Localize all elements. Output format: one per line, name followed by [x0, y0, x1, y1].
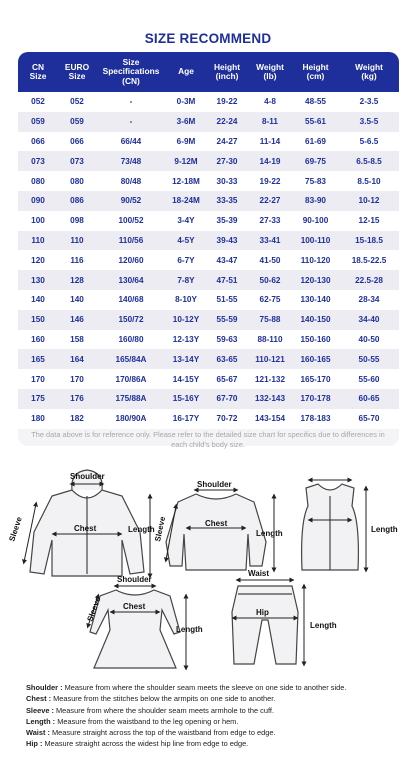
legend-description: Measure from where the shoulder seam meets the sleeve on one side to another side. — [62, 683, 347, 692]
table-cell: 51-55 — [216, 295, 238, 305]
table-cell: 180/90A — [115, 414, 147, 424]
table-cell: 4-8 — [264, 97, 276, 107]
header-line: Weight — [355, 61, 383, 72]
table-row — [18, 211, 399, 231]
table-cell: 160-165 — [300, 354, 331, 364]
legend-term: Chest : — [26, 694, 52, 704]
legend-description: Measure straight across the top of the waistband from edge to edge. — [49, 728, 276, 738]
legend-description: Measure from the waistband to the leg opening or hem. — [55, 716, 239, 726]
table-cell: - — [129, 117, 133, 127]
table-cell: 24-27 — [216, 136, 238, 146]
header-line: (kg) — [361, 71, 377, 81]
table-cell: 3-6M — [176, 117, 196, 127]
table-cell: 50-55 — [358, 354, 380, 364]
table-cell: 18-24M — [172, 196, 200, 206]
table-cell: 100-110 — [300, 235, 331, 245]
hoodie-sleeve-label: Sleeve — [7, 515, 24, 543]
pants-waist-label: Waist — [248, 569, 270, 578]
table-cell: 052 — [31, 97, 45, 107]
table-cell: 12-13Y — [172, 334, 200, 344]
table-cell: 48-55 — [305, 97, 326, 107]
table-cell: 178-183 — [300, 414, 331, 424]
table-cell: 70-72 — [216, 414, 238, 424]
table-cell: 132-143 — [254, 394, 286, 404]
measurement-legend — [26, 682, 406, 750]
table-cell: 170 — [31, 374, 45, 384]
header-line: (inch) — [215, 71, 239, 81]
legend-item — [26, 693, 406, 704]
sweatshirt-length-label: Length — [256, 529, 283, 538]
table-cell: 100 — [31, 216, 45, 226]
table-cell: 41-50 — [259, 255, 281, 265]
table-cell: 066 — [70, 136, 84, 146]
table-cell: 8-10Y — [175, 295, 197, 305]
vest-icon — [302, 484, 359, 570]
table-cell: 130-140 — [300, 295, 331, 305]
table-cell: 176 — [70, 394, 84, 404]
header-line: (cm) — [306, 71, 325, 81]
header-line: Weight — [256, 61, 284, 72]
table-cell: 165/84A — [115, 354, 147, 364]
table-cell: 110 — [31, 235, 45, 245]
pants-length-label: Length — [310, 621, 337, 630]
table-cell: 140-150 — [300, 315, 331, 325]
table-cell: 90-100 — [302, 216, 329, 226]
legend-term: Sleeve : — [26, 705, 54, 715]
table-cell: 9-12M — [174, 156, 198, 166]
table-body — [18, 92, 399, 429]
table-cell: 146 — [70, 315, 84, 325]
header-line: Size — [68, 71, 86, 81]
table-cell: 27-30 — [216, 156, 238, 166]
table-cell: 88-110 — [257, 334, 283, 344]
table-cell: 164 — [70, 354, 84, 364]
header-cell — [248, 52, 292, 92]
table-cell: 090 — [31, 196, 45, 206]
table-cell: 69-75 — [305, 156, 326, 166]
table-cell: 39-43 — [216, 235, 238, 245]
table-cell: 180 — [31, 414, 45, 424]
header-cell — [96, 52, 166, 92]
dress-chest-label: Chest — [123, 602, 146, 611]
table-cell: 086 — [70, 196, 84, 206]
legend-item — [26, 738, 406, 749]
table-cell: 18.5-22.5 — [351, 255, 387, 265]
dress-shoulder-label: Shoulder — [117, 575, 152, 584]
table-cell: 50-62 — [259, 275, 281, 285]
header-line: Height — [213, 61, 241, 72]
table-cell: 080 — [70, 176, 84, 186]
table-cell: 13-14Y — [172, 354, 200, 364]
table-cell: 12-15 — [358, 216, 380, 226]
header-cell — [58, 52, 96, 92]
table-cell: 47-51 — [216, 275, 238, 285]
table-row — [18, 349, 399, 369]
table-cell: 110 — [70, 235, 84, 245]
table-row — [18, 132, 399, 152]
table-cell: 052 — [70, 97, 84, 107]
table-cell: 66/44 — [120, 136, 142, 146]
table-cell: 073 — [70, 156, 84, 166]
table-cell: 15-16Y — [172, 394, 200, 404]
header-cell — [166, 52, 206, 92]
table-cell: 19-22 — [259, 176, 281, 186]
table-cell: 100/52 — [118, 216, 144, 226]
table-cell: 140 — [70, 295, 84, 305]
table-cell: 12-18M — [172, 176, 200, 186]
table-row — [18, 389, 399, 409]
reference-note: The data above is for reference only. Please refer to the detailed size chart for specifics due to differences in each child's body size. — [31, 430, 385, 449]
table-cell: 130/64 — [118, 275, 144, 285]
table-cell: 165-170 — [300, 374, 331, 384]
table-cell: 10-12Y — [172, 315, 200, 325]
table-cell: 140/68 — [118, 295, 144, 305]
legend-description: Measure straight across the widest hip line from edge to edge. — [42, 739, 249, 749]
table-row — [18, 151, 399, 171]
table-cell: 75-88 — [259, 315, 281, 325]
table-cell: 27-33 — [259, 216, 281, 226]
table-cell: 165 — [31, 354, 45, 364]
legend-item — [26, 705, 406, 716]
sweatshirt-icon — [166, 494, 266, 570]
table-cell: 6-7Y — [177, 255, 195, 265]
legend-item — [26, 727, 406, 738]
table-cell: 160/80 — [118, 334, 144, 344]
table-row — [18, 270, 399, 290]
table-cell: 35-39 — [216, 216, 238, 226]
table-cell: 14-15Y — [172, 374, 200, 384]
table-cell: 128 — [70, 275, 84, 285]
legend-description: Measure from the stitches below the armpits on one side to another. — [51, 694, 276, 704]
header-cell — [339, 52, 399, 92]
table-cell: 65-70 — [358, 414, 380, 424]
table-cell: 28-34 — [358, 295, 380, 305]
table-cell: 59-63 — [216, 334, 238, 344]
table-cell: 170 — [70, 374, 84, 384]
table-cell: 121-132 — [254, 374, 286, 384]
table-row — [18, 369, 399, 389]
hoodie-shoulder-label: Shoulder — [70, 472, 105, 481]
dress-sleeve-label: Sleeve — [85, 595, 103, 623]
table-cell: 7-8Y — [177, 275, 195, 285]
table-cell: 30-33 — [216, 176, 238, 186]
table-cell: 55-60 — [358, 374, 380, 384]
table-cell: 67-70 — [216, 394, 238, 404]
table-cell: 10-12 — [358, 196, 380, 206]
size-table — [18, 52, 399, 429]
table-cell: 150 — [31, 315, 45, 325]
pants-icon — [232, 586, 298, 664]
table-cell: - — [129, 97, 133, 107]
header-line: Age — [178, 66, 194, 77]
legend-item — [26, 682, 406, 693]
table-cell: 110-120 — [300, 255, 331, 265]
header-line: (CN) — [122, 75, 140, 86]
table-cell: 11-14 — [259, 136, 281, 146]
table-cell: 175/88A — [115, 394, 147, 404]
table-cell: 83-90 — [305, 196, 326, 206]
table-cell: 55-59 — [216, 315, 238, 325]
vest-length-label: Length — [371, 525, 398, 534]
table-cell: 34-40 — [358, 315, 380, 325]
hoodie-length-label: Length — [128, 525, 155, 534]
header-line: EURO — [64, 61, 90, 72]
table-cell: 080 — [31, 176, 45, 186]
legend-term: Waist : — [26, 728, 50, 738]
size-table-container — [18, 52, 399, 446]
table-cell: 16-17Y — [172, 414, 200, 424]
sweatshirt-sleeve-label: Sleeve — [153, 515, 168, 543]
table-row — [18, 171, 399, 191]
legend-term: Shoulder : — [26, 683, 63, 692]
header-cell — [18, 52, 58, 92]
table-cell: 62-75 — [259, 295, 281, 305]
table-row — [18, 92, 399, 112]
table-cell: 15-18.5 — [355, 235, 383, 245]
table-cell: 14-19 — [259, 156, 281, 166]
table-cell: 158 — [70, 334, 84, 344]
table-cell: 0-3M — [176, 97, 196, 107]
table-cell: 110-121 — [255, 354, 285, 364]
table-row — [18, 250, 399, 270]
legend-description: Measure from where the shoulder seam meets armhole to the cuff. — [53, 705, 274, 715]
table-cell: 059 — [70, 117, 84, 127]
table-cell: 6-9M — [176, 136, 196, 146]
table-cell: 110/56 — [118, 235, 144, 245]
table-cell: 90/52 — [120, 196, 142, 206]
table-cell: 43-47 — [216, 255, 238, 265]
table-cell: 40-50 — [358, 334, 380, 344]
table-cell: 170/86A — [115, 374, 147, 384]
table-cell: 22-24 — [216, 117, 238, 127]
table-cell: 066 — [31, 136, 45, 146]
table-cell: 80/48 — [120, 176, 142, 186]
table-cell: 22.5-28 — [355, 275, 383, 285]
table-cell: 116 — [70, 255, 84, 265]
table-cell: 120-130 — [300, 275, 331, 285]
table-cell: 75-83 — [305, 176, 326, 186]
header-line: CN — [31, 61, 45, 72]
table-cell: 6.5-8.5 — [356, 156, 382, 166]
header-line: Size — [29, 71, 47, 81]
table-cell: 61-69 — [305, 136, 326, 146]
table-cell: 3.5-5 — [359, 117, 379, 127]
table-cell: 63-65 — [216, 354, 238, 364]
table-cell: 73/48 — [120, 156, 142, 166]
table-header-row — [18, 52, 399, 92]
table-cell: 150-160 — [300, 334, 331, 344]
table-cell: 60-65 — [358, 394, 380, 404]
table-cell: 65-67 — [216, 374, 238, 384]
table-cell: 170-178 — [300, 394, 331, 404]
header-cell — [206, 52, 248, 92]
table-row — [18, 112, 399, 132]
table-cell: 120 — [31, 255, 45, 265]
measurement-diagrams — [0, 462, 416, 674]
header-line: (lb) — [263, 71, 277, 81]
table-row — [18, 409, 399, 429]
sweatshirt-chest-label: Chest — [205, 519, 228, 528]
table-cell: 8-11 — [262, 117, 278, 127]
table-cell: 33-41 — [259, 235, 281, 245]
hoodie-chest-label: Chest — [74, 524, 97, 533]
header-line: Height — [302, 61, 329, 72]
header-cell — [292, 52, 339, 92]
table-row — [18, 231, 399, 251]
table-cell: 160 — [31, 334, 45, 344]
legend-term: Length : — [26, 716, 56, 726]
table-cell: 182 — [70, 414, 84, 424]
table-cell: 140 — [31, 295, 45, 305]
table-cell: 150/72 — [118, 315, 144, 325]
table-cell: 55-61 — [305, 117, 326, 127]
table-row — [18, 191, 399, 211]
legend-item — [26, 716, 406, 727]
table-cell: 120/60 — [118, 255, 144, 265]
table-cell: 5-6.5 — [359, 136, 379, 146]
hoodie-icon — [30, 470, 144, 576]
table-cell: 19-22 — [216, 97, 238, 107]
table-cell: 3-4Y — [177, 216, 195, 226]
table-cell: 2-3.5 — [359, 97, 379, 107]
table-row — [18, 330, 399, 350]
header-line: Size — [122, 56, 140, 67]
table-cell: 098 — [70, 216, 84, 226]
table-cell: 130 — [31, 275, 45, 285]
table-cell: 33-35 — [216, 196, 238, 206]
diagram-canvas — [0, 462, 416, 674]
table-cell: 4-5Y — [177, 235, 195, 245]
table-cell: 073 — [31, 156, 45, 166]
page-title: SIZE RECOMMEND — [144, 31, 272, 46]
table-cell: 22-27 — [259, 196, 281, 206]
table-cell: 8.5-10 — [357, 176, 381, 186]
header-line: Specifications — [102, 66, 160, 77]
table-cell: 175 — [31, 394, 45, 404]
table-row — [18, 310, 399, 330]
pants-hip-label: Hip — [256, 608, 269, 617]
table-cell: 143-154 — [254, 414, 286, 424]
sweatshirt-shoulder-label: Shoulder — [197, 480, 232, 489]
legend-term: Hip : — [26, 739, 43, 749]
dress-length-label: Length — [176, 625, 203, 634]
table-cell: 059 — [31, 117, 45, 127]
table-row — [18, 290, 399, 310]
